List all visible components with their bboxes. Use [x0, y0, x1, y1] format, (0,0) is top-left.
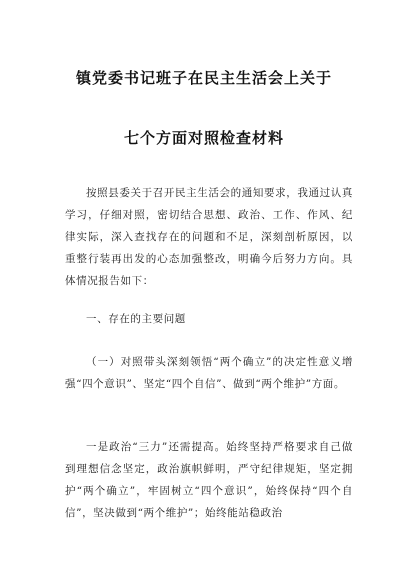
document-title-line-1: 镇党委书记班子在民主生活会上关于	[75, 69, 332, 87]
body-paragraph: 一是政治“三力”还需提高。始终坚持严格要求自己做到理想信念坚定，政治旗帜鲜明，严守纪律规矩，坚定拥护“两个确立”，牢固树立“四个意识”，始终保持“四个自信”，坚决做到“两个维护”；始终能站稳政治	[65, 441, 353, 519]
section-heading: 一、存在的主要问题	[86, 313, 186, 325]
intro-paragraph: 按照县委关于召开民主生活会的通知要求，我通过认真学习，仔细对照，密切结合思想、政治、工作、作风、纪律实际，深入查找存在的问题和不足，深刻剖析原因，以重整行装再出发的心态加强整改，明确今后努力方向。具体情况报告如下：	[65, 187, 353, 287]
subsection-heading: （一）对照带头深刻领悟“两个确立”的决定性意义增强“四个意识”、坚定“四个自信”、做到“两个维护”方面。	[65, 356, 353, 390]
document-title-line-2: 七个方面对照检查材料	[123, 129, 284, 147]
